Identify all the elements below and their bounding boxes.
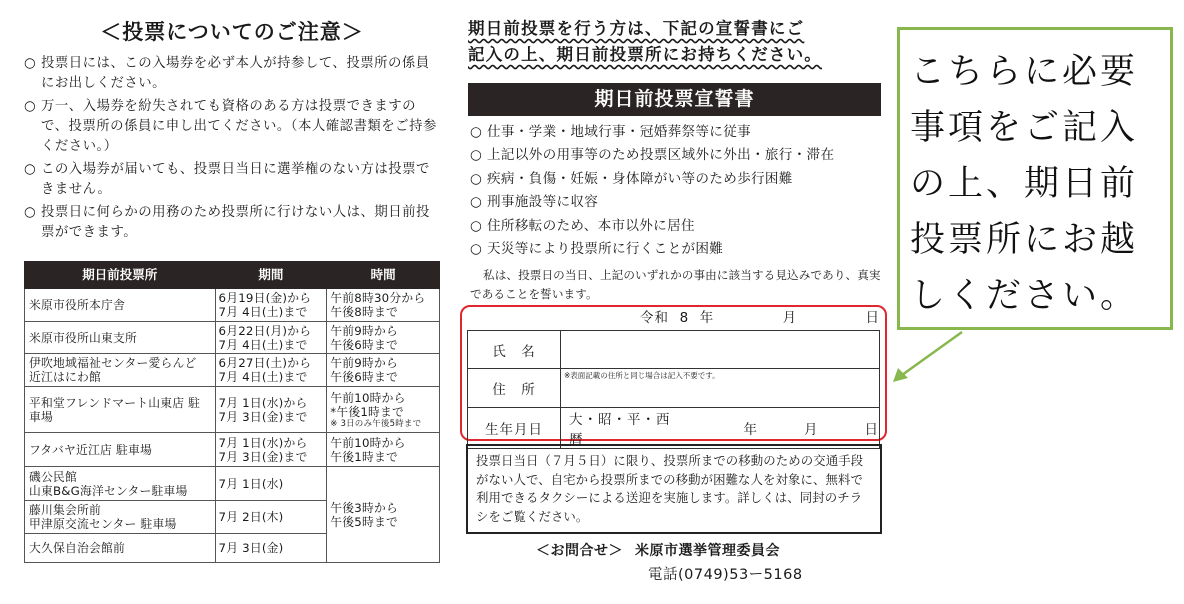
note-item: ○ 万一、入場券を紛失されても資格のある方は投票できますので、投票所の係員に申し出てください。（本人確認書類をご持参ください。） [24,97,440,157]
name-label: 氏 名 [468,331,561,369]
early-voting-instruction [468,16,884,68]
instruction-callout [897,27,1173,330]
reason-item: ○ 上記以外の用事等のため投票区域外に外出・旅行・滞在 [470,144,890,167]
oath-form-table [467,330,880,449]
time-cell: 午前8時30分から 午後8時まで [327,289,440,322]
form-row-dob [468,408,880,449]
form-row-name [468,331,880,369]
phone-number: 電話(0749)53ー5168 [648,567,803,583]
day-unit: 日 [865,310,880,326]
form-date-line: 令和 8 年 月 日 [640,310,880,326]
reason-item: ○ 仕事・学業・地域行事・冠婚葬祭等に従事 [470,121,890,144]
place-cell: 磯公民館 山東B&G海洋センター駐車場 [25,467,216,501]
period-cell: 7月 1日(水) [215,467,327,501]
time-cell-shared: 午後3時から 午後5時まで [327,467,440,563]
early-voting-schedule-table [24,261,440,563]
period-cell: 7月 1日(水)から 7月 3日(金)まで [215,433,327,467]
reason-item: ○ 天災等により投票所に行くことが困難 [470,238,890,261]
notes-list [24,54,440,243]
checkbox-circle-icon[interactable]: ○ [470,241,483,258]
address-field[interactable] [561,369,880,408]
checkbox-circle-icon[interactable]: ○ [470,194,483,211]
place-cell: 藤川集会所前 甲津原交流センター 駐車場 [25,501,216,534]
place-cell: 平和堂フレンドマート山東店 駐車場 [25,387,216,433]
table-row [25,289,440,322]
place-cell: 大久保自治会館前 [25,534,216,563]
dob-eras: 大・昭・平・西暦 [569,412,671,448]
period-cell: 6月27日(土)から 7月 4日(土)まで [215,354,327,387]
dob-day-unit: 日 [864,422,879,438]
month-unit: 月 [782,310,798,326]
dob-year-unit: 年 [743,422,758,438]
callout-line: の上、期日前 [910,164,1139,204]
note-item: ○ 投票日には、この入場券を必ず本人が持参して、投票所の係員にお出しください。 [24,54,440,94]
checkbox-circle-icon[interactable]: ○ [470,217,483,234]
place-cell: 米原市役所本庁舎 [25,289,216,322]
instruction-heading: 期日前投票を行う方は、下記の宣誓書にご 記入の上、期日前投票所にお持ちください。 [468,19,822,64]
table-header-row [25,262,440,289]
period-cell: 6月19日(金)から 7月 4日(土)まで [215,289,327,322]
contact-label: ＜お問合せ＞ [536,543,623,559]
time-cell: 午前9時から 午後6時まで [327,354,440,387]
dob-label: 生年月日 [468,408,561,449]
notes-title: ＜投票についてのご注意＞ [100,20,364,44]
checkbox-circle-icon[interactable]: ○ [470,147,483,164]
dob-field[interactable] [561,408,880,449]
period-cell: 6月22日(月)から 7月 4日(土)まで [215,322,327,354]
place-cell: 米原市役所山東支所 [25,322,216,354]
reason-item: ○ 住所移転のため、本市以外に居住 [470,215,890,238]
address-note: ※表面記載の住所と同じ場合は記入不要です。 [564,371,720,380]
col-header-place: 期日前投票所 [25,262,216,289]
time-cell: 午前10時から 午後1時まで [327,433,440,467]
table-row [25,387,440,433]
taxi-notice-box: 投票日当日（７月５日）に限り、投票所までの移動のための交通手段がない人で、自宅から投票所までの移動が困難な人を対象に、無料で利用できるタクシーによる送迎を実施します。詳しくは、同封のチラシをご覧ください。 [466,444,882,534]
time-cell: 午前9時から 午後6時まで [327,322,440,354]
reason-item: ○ 刑事施設等に収容 [470,191,890,214]
period-cell: 7月 2日(木) [215,501,327,534]
table-row [25,322,440,354]
time-footnote: ※ 3日のみ午後5時まで [330,418,422,429]
callout-line: しください。 [910,276,1139,316]
declaration-text: 私は、投票日の当日、上記のいずれかの事由に該当する見込みであり、真実であることを誓います。 [470,268,881,301]
col-header-period: 期間 [215,262,327,289]
address-label: 住 所 [468,369,561,408]
reason-list [470,121,890,261]
callout-line: 事項をご記入 [910,108,1139,148]
oath-title-bar: 期日前投票宣誓書 [468,83,881,116]
col-header-time: 時間 [327,262,440,289]
time-cell: 午前10時から *午後1時まで ※ 3日のみ午後5時まで [327,387,440,433]
contact-line [536,540,780,560]
place-cell: フタバヤ近江店 駐車場 [25,433,216,467]
table-row [25,354,440,387]
period-cell: 7月 1日(水)から 7月 3日(金)まで [215,387,327,433]
checkbox-circle-icon[interactable]: ○ [470,124,483,140]
note-item: ○ 投票日に何らかの用務のため投票所に行けない人は、期日前投票ができます。 [24,203,440,243]
callout-line: こちらに必要 [910,52,1139,92]
checkbox-circle-icon[interactable]: ○ [470,170,483,187]
form-row-address [468,369,880,408]
callout-line: 投票所にお越 [910,220,1139,260]
period-cell: 7月 3日(金) [215,534,327,563]
voting-notes-section [24,14,440,246]
table-row [25,467,440,501]
dob-month-unit: 月 [804,422,819,438]
reason-item: ○ 疾病・負傷・妊娠・身体障がい等のため歩行困難 [470,168,890,191]
table-row [25,433,440,467]
note-item: ○ この入場券が届いても、投票日当日に選挙権のない方は投票できません。 [24,160,440,200]
name-field[interactable] [561,331,880,369]
contact-org: 米原市選挙管理委員会 [635,543,780,559]
place-cell: 伊吹地域福祉センター愛らんど 近江はにわ館 [25,354,216,387]
